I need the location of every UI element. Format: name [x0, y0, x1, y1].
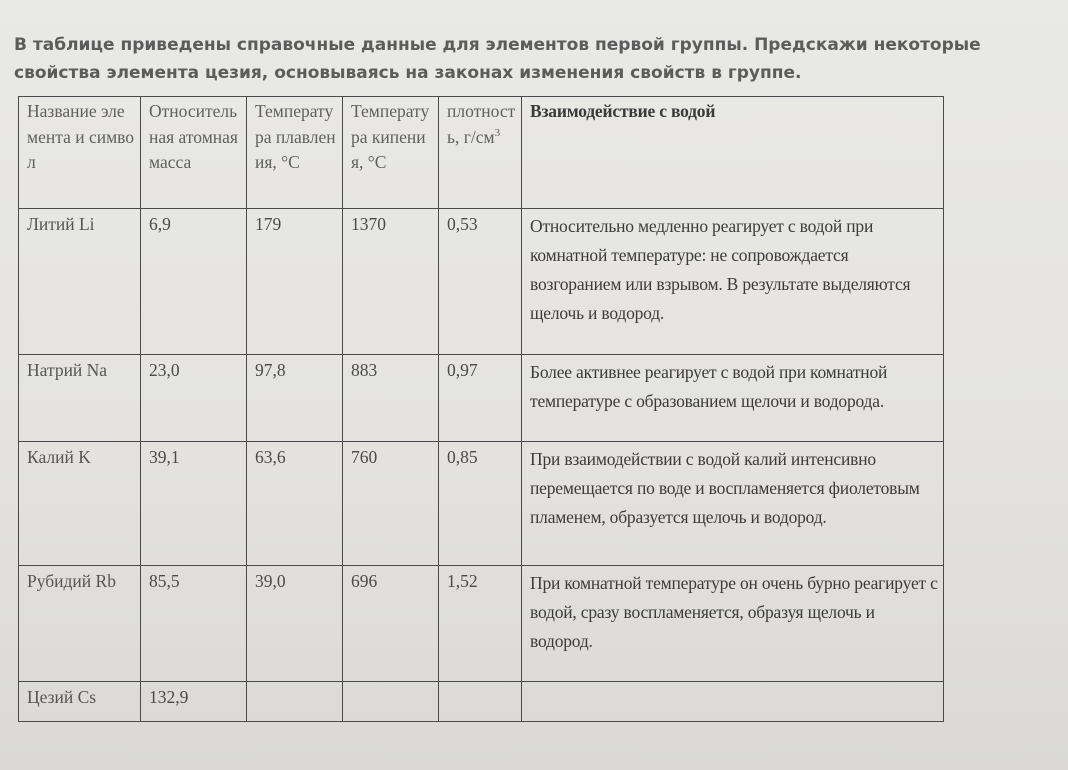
header-density — [439, 97, 522, 209]
cell-density: 1,52 — [439, 566, 522, 682]
cell-water-reaction: Более активнее реагирует с водой при комнатной температуре с образованием щелочи и водорода. — [522, 355, 944, 442]
header-density-exponent: 3 — [494, 126, 501, 139]
header-element-name: Название элемента и символ — [19, 97, 141, 209]
cell-melting-point: 179 — [247, 209, 343, 355]
cell-element-name: Калий K — [19, 442, 141, 566]
cell-boiling-point — [343, 682, 439, 722]
cell-boiling-point: 760 — [343, 442, 439, 566]
cell-density: 0,53 — [439, 209, 522, 355]
alkali-metals-table — [18, 96, 944, 722]
header-boiling-point: Температура кипения, °C — [343, 97, 439, 209]
cell-boiling-point: 696 — [343, 566, 439, 682]
header-density-label: плотность, г/см — [447, 101, 516, 147]
cell-atomic-mass: 23,0 — [141, 355, 247, 442]
header-atomic-mass: Относительная атомная масса — [141, 97, 247, 209]
cell-atomic-mass: 39,1 — [141, 442, 247, 566]
cell-density — [439, 682, 522, 722]
task-instructions-line-1: В таблице приведены справочные данные для элементов первой группы. Предскажи некоторые — [14, 35, 981, 55]
cell-melting-point: 39,0 — [247, 566, 343, 682]
cell-boiling-point: 883 — [343, 355, 439, 442]
cell-melting-point: 97,8 — [247, 355, 343, 442]
header-water-reaction: Взаимодействие с водой — [522, 97, 944, 209]
cell-density: 0,97 — [439, 355, 522, 442]
cell-melting-point: 63,6 — [247, 442, 343, 566]
task-instructions — [14, 31, 1059, 87]
table-row — [19, 442, 944, 566]
table-row — [19, 566, 944, 682]
cell-atomic-mass: 132,9 — [141, 682, 247, 722]
task-instructions-line-2: свойства элемента цезия, основываясь на законах изменения свойств в группе. — [14, 63, 802, 83]
cell-melting-point — [247, 682, 343, 722]
cell-atomic-mass: 6,9 — [141, 209, 247, 355]
table-row — [19, 355, 944, 442]
cell-water-reaction — [522, 682, 944, 722]
table-row — [19, 682, 944, 722]
cell-element-name: Литий Li — [19, 209, 141, 355]
cell-atomic-mass: 85,5 — [141, 566, 247, 682]
cell-water-reaction: При взаимодействии с водой калий интенсивно перемещается по воде и воспламеняется фиолетовым пламенем, образуется щелочь и водород. — [522, 442, 944, 566]
table-row — [19, 209, 944, 355]
cell-water-reaction: При комнатной температуре он очень бурно реагирует с водой, сразу воспламеняется, образуя щелочь и водород. — [522, 566, 944, 682]
cell-boiling-point: 1370 — [343, 209, 439, 355]
cell-water-reaction: Относительно медленно реагирует с водой при комнатной температуре: не сопровождается возгоранием или взрывом. В результате выделяются щелочь и водород. — [522, 209, 944, 355]
cell-element-name: Рубидий Rb — [19, 566, 141, 682]
cell-element-name: Натрий Na — [19, 355, 141, 442]
header-melting-point: Температура плавления, °C — [247, 97, 343, 209]
cell-element-name: Цезий Cs — [19, 682, 141, 722]
cell-density: 0,85 — [439, 442, 522, 566]
table-header-row — [19, 97, 944, 209]
